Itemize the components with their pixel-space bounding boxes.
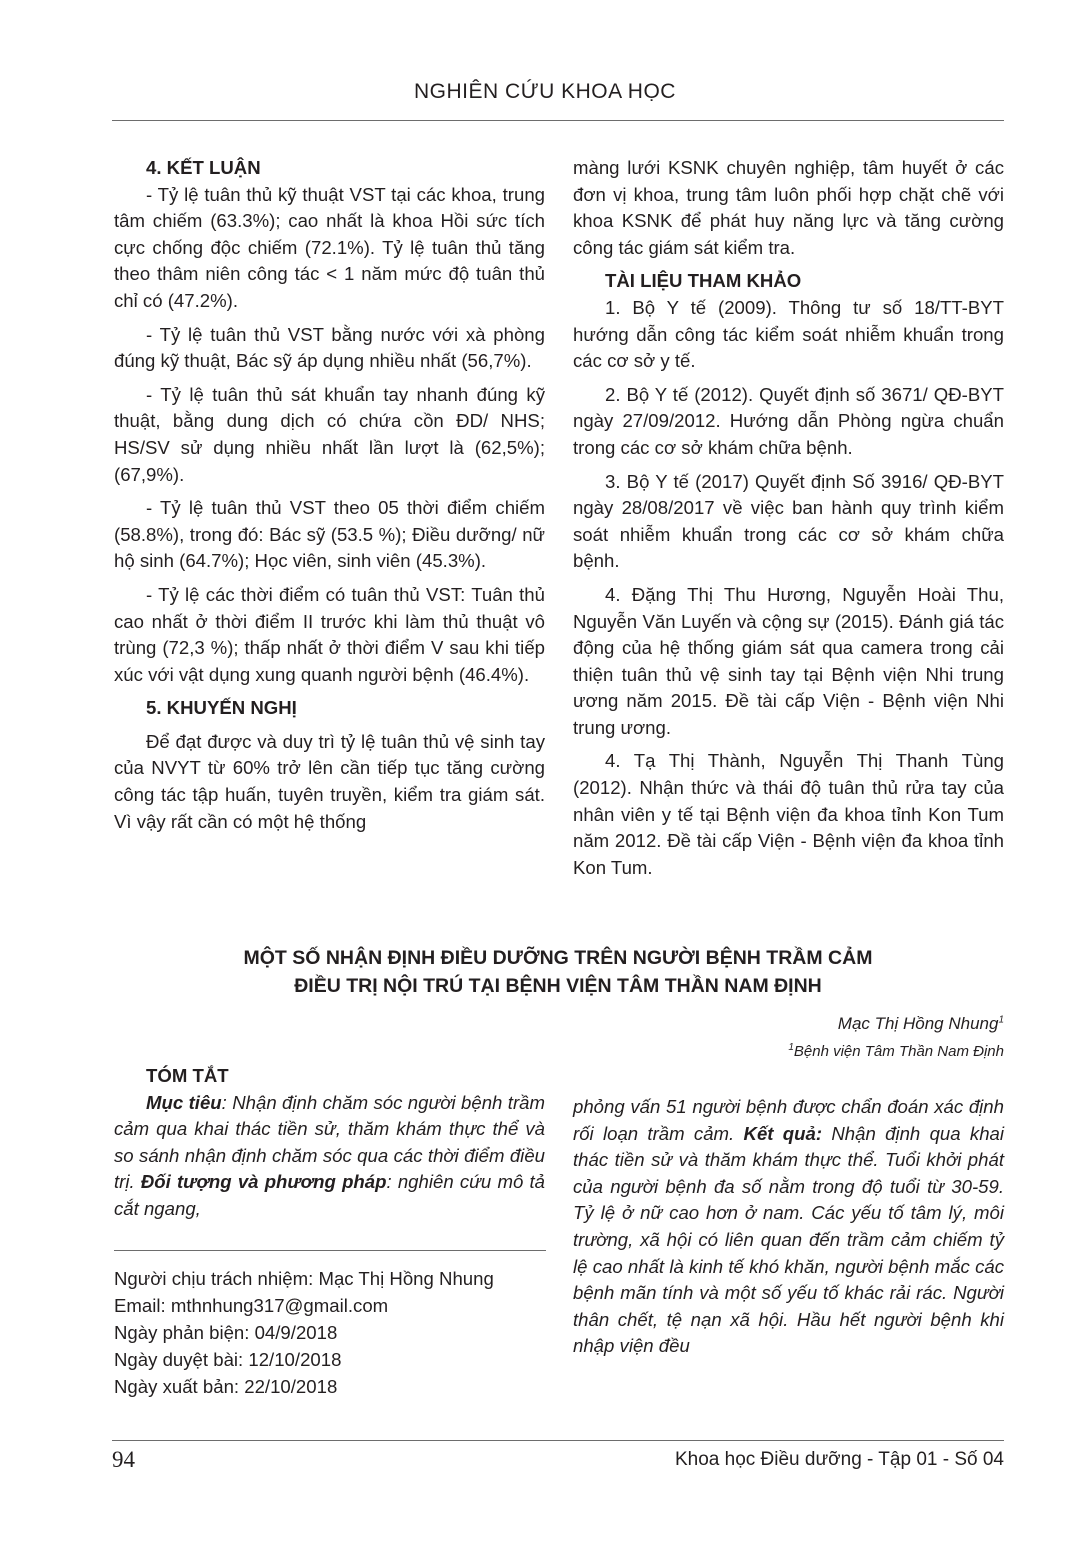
running-head: NGHIÊN CỨU KHOA HỌC [414,80,676,103]
article-title-line: MỘT SỐ NHẬN ĐỊNH ĐIỀU DƯỠNG TRÊN NGƯỜI BỆNH TRẦM CẢM [243,947,873,969]
affiliation-text: Bệnh viện Tâm Thần Nam Định [793,1043,1004,1060]
author-name: Mạc Thị Hồng Nhung [837,1014,999,1033]
paragraph: - Tỷ lệ tuân thủ kỹ thuật VST tại các khoa, trung tâm chiếm (63.3%); cao nhất là khoa Hồi sức tích cực chống độc chiếm (72.1%). Tỷ lệ tuân thủ tăng theo thâm niên công tác < 1 năm mức độ tuân thủ chỉ có (47.2%). [114,183,545,311]
paragraph: Để đạt được và duy trì tỷ lệ tuân thủ vệ sinh tay của NVYT từ 60% trở lên cần tiếp tục tăng cường công tác tập huấn, tuyên truyền, kiểm tra giám sát. Vì vậy rất cần có một hệ thống [114,730,545,832]
page-number: 94 [112,1447,135,1472]
abstract-label-objective: Mục tiêu [146,1091,222,1113]
article-title [112,944,1004,1000]
paragraph: - Tỷ lệ tuân thủ sát khuẩn tay nhanh đúng kỹ thuật, bằng dung dịch có chứa cồn ĐD/ NHS; HS/SV sử dụng nhiều nhất lần lượt là (62,5%); (67,9%). [114,383,545,485]
section-heading-references: TÀI LIỆU THAM KHẢO [605,270,802,292]
author-superscript: 1 [998,1014,1004,1026]
paragraph: - Tỷ lệ tuân thủ VST theo 05 thời điểm chiếm (58.8%), trong đó: Bác sỹ (53.5 %); Điều dưỡng/ nữ hộ sinh (64.7%); Học viên, sinh viên (45.3%). [114,497,545,572]
paragraph: - Tỷ lệ tuân thủ VST bằng nước với xà phòng đúng kỹ thuật, Bác sỹ áp dụng nhiều nhất (56,7%). [114,323,545,372]
abstract-text: : Nhận định chăm sóc người bệnh trầm cảm qua khai thác tiền sử, thăm khám thực thể và so sánh nhận định chăm sóc qua các thời điểm điều trị. [114,1091,545,1193]
affiliation-superscript: 1 [788,1042,794,1053]
paragraph: - Tỷ lệ các thời điểm có tuân thủ VST: Tuân thủ cao nhất ở thời điểm II trước khi làm thủ thuật vô trùng (72,3 %); thấp nhất ở thời điểm V sau khi tiếp xúc với vật dụng xung quanh người bệnh (46.4%). [114,583,545,685]
footnote-divider [114,1250,546,1251]
note-responsible: Người chịu trách nhiệm: Mạc Thị Hồng Nhung [114,1268,494,1289]
paragraph: màng lưới KSNK chuyên nghiệp, tâm huyết ở các đơn vị khoa, trung tâm luôn phối hợp chặt chẽ với khoa KSNK để phát huy năng lực và tăng cường công tác giám sát kiểm tra. [573,157,1004,258]
abstract-label-methods: Đối tượng và phương pháp [140,1171,387,1193]
note-email: Email: mthnhung317@gmail.com [114,1295,389,1316]
journal-name: Khoa học Điều dưỡng - Tập 01 - Số 04 [674,1449,1004,1470]
correspondence-notes [114,1265,494,1400]
section-heading-conclusion: 4. KẾT LUẬN [146,157,261,178]
note-approval-date: Ngày duyệt bài: 12/10/2018 [114,1349,342,1370]
author [838,1014,1004,1034]
abstract-paragraph [573,1094,1004,1360]
header-divider [112,120,1004,121]
reference-item: 4. Đặng Thị Thu Hương, Nguyễn Hoài Thu, Nguyễn Văn Luyến và cộng sự (2015). Đánh giá tác động của hệ thống giám sát qua camera trong cải thiện tuân thủ vệ sinh tay tại Bệnh viện Nhi trung ương năm 2015. Đề tài cấp Viện - Bệnh viện Nhi trung ương. [573,583,1004,738]
abstract-paragraph [114,1090,545,1223]
note-review-date: Ngày phản biện: 04/9/2018 [114,1322,338,1343]
abstract-label-results: Kết quả: [743,1122,823,1144]
reference-item: 4. Tạ Thị Thành, Nguyễn Thị Thanh Tùng (2012). Nhận thức và thái độ tuân thủ rửa tay của nhân viên y tế tại Bệnh viện đa khoa tỉnh Kon Tum năm 2012. Đề tài cấp Viện - Bệnh viện đa khoa tỉnh Kon Tum. [573,750,1004,878]
affiliation [788,1042,1004,1060]
article-title-line: ĐIỀU TRỊ NỘI TRÚ TẠI BỆNH VIỆN TÂM THẦN NAM ĐỊNH [294,975,822,997]
left-column [114,155,545,835]
reference-item: 3. Bộ Y tế (2017) Quyết định Số 3916/ QĐ-BYT ngày 28/08/2017 về việc ban hành quy trình kiểm soát nhiễm khuẩn trong các cơ sở khám chữa bệnh. [573,470,1004,572]
abstract-text: phỏng vấn 51 người bệnh được chẩn đoán xác định rối loạn trầm cảm. [573,1096,1004,1144]
reference-item: 2. Bộ Y tế (2012). Quyết định số 3671/ QĐ-BYT ngày 27/09/2012. Hướng dẫn Phòng ngừa chuẩn trong các cơ sở khám chữa bệnh. [573,383,1004,458]
abstract-text: Nhận định qua khai thác tiền sử và thăm khám thực thể. Tuổi khởi phát của người bệnh đa số nằm trong độ tuổi từ 30-59. Tỷ lệ ở nữ cao hơn ở nam. Các yếu tố tâm lý, môi trường, xã hội có liên quan đến trầm cảm chiếm tỷ lệ cao nhất là kinh tế khó khăn, người bệnh mắc các bệnh mãn tính và một số yếu tố khác rải rác. Người thân chết, tệ nạn xã hội. Hầu hết người bệnh khi nhập viện đều [573,1122,1005,1357]
abstract-right-column [573,1094,1004,1360]
abstract-text: : nghiên cứu mô tả cắt ngang, [114,1171,545,1219]
reference-item: 1. Bộ Y tế (2009). Thông tư số 18/TT-BYT hướng dẫn công tác kiểm soát nhiễm khuẩn trong các cơ sở y tế. [573,296,1004,372]
footer-divider [112,1440,1004,1441]
note-publish-date: Ngày xuất bản: 22/10/2018 [114,1376,338,1397]
right-column [573,155,1004,881]
abstract-left-column [114,1063,545,1223]
section-heading-recommendation: 5. KHUYẾN NGHỊ [146,697,297,719]
abstract-heading: TÓM TẮT [146,1065,229,1086]
